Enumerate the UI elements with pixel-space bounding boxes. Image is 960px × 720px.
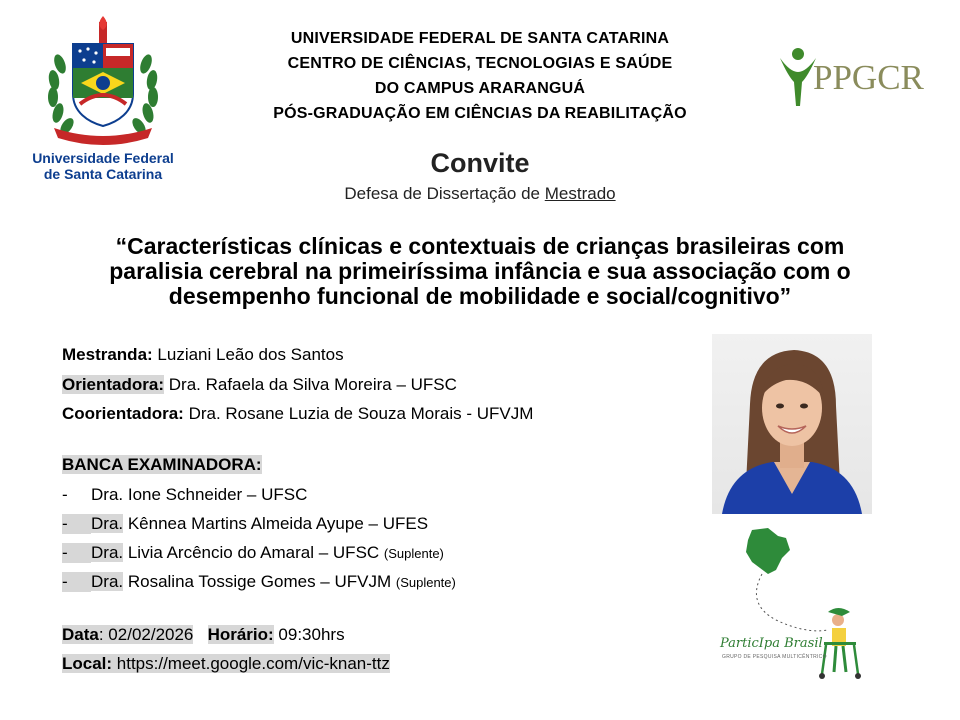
- header-line-university: UNIVERSIDADE FEDERAL DE SANTA CATARINA: [290, 30, 670, 47]
- member-note: (Suplente): [395, 575, 456, 590]
- member-title: Dra.: [91, 572, 124, 591]
- location-line: [62, 654, 390, 674]
- student-name: Luziani Leão dos Santos: [152, 345, 344, 364]
- participa-brasil-icon: [716, 524, 896, 694]
- participa-logo-text: ParticIpa Brasil: [720, 636, 823, 651]
- advisor-line: [62, 375, 457, 395]
- advisor-label: Orientadora:: [62, 375, 165, 394]
- participa-brasil-logo: [716, 524, 896, 694]
- student-label: Mestranda:: [62, 345, 153, 364]
- invite-subtitle: [0, 184, 960, 204]
- student-line: [62, 345, 344, 365]
- banca-member: [62, 543, 444, 563]
- member-name: Livia Arcêncio do Amaral – UFSC: [123, 543, 384, 562]
- time-value: 09:30hrs: [273, 625, 345, 644]
- date-value: : 02/02/2026: [98, 625, 194, 644]
- coadvisor-label: Coorientadora:: [62, 404, 184, 423]
- date-time-line: [62, 625, 345, 645]
- thesis-title: [40, 234, 920, 309]
- ppgcr-figure-icon: [778, 42, 818, 112]
- ufsc-crest-icon: [18, 14, 188, 154]
- member-note: (Suplente): [383, 546, 444, 561]
- banca-member: [62, 572, 456, 592]
- coadvisor-line: [62, 404, 533, 424]
- ppgcr-logo-text: PPGCR: [813, 58, 924, 97]
- student-photo: [712, 334, 872, 514]
- member-title: Dra.: [91, 485, 124, 504]
- institution-header: [200, 26, 760, 126]
- advisor-name: Dra. Rafaela da Silva Moreira – UFSC: [164, 375, 457, 394]
- thesis-title-line1: “Características clínicas e contextuais de crianças brasileiras com: [115, 233, 845, 259]
- time-label: Horário:: [207, 625, 274, 644]
- header-line-campus: DO CAMPUS ARARANGUÁ: [374, 80, 586, 97]
- member-name: Kênnea Martins Almeida Ayupe – UFES: [123, 514, 429, 533]
- member-title: Dra.: [91, 514, 124, 533]
- banca-member: [62, 485, 307, 505]
- coadvisor-name: Dra. Rosane Luzia de Souza Morais - UFVJM: [183, 404, 534, 423]
- member-name: Rosalina Tossige Gomes – UFVJM: [123, 572, 396, 591]
- subtitle-text: Defesa de Dissertação de: [344, 184, 545, 203]
- banca-heading: [62, 455, 262, 475]
- header-line-center: CENTRO DE CIÊNCIAS, TECNOLOGIAS E SAÚDE: [287, 55, 673, 72]
- ufsc-name-line2: de Santa Catarina: [43, 166, 163, 182]
- date-label: Data: [62, 625, 99, 644]
- location-label: Local:: [62, 654, 113, 673]
- thesis-title-line3: desempenho funcional de mobilidade e social/cognitivo”: [168, 283, 792, 309]
- list-dash: -: [62, 514, 91, 534]
- student-portrait-icon: [712, 334, 872, 514]
- member-name: Ione Schneider – UFSC: [123, 485, 308, 504]
- list-dash: -: [62, 572, 91, 592]
- ppgcr-logo: [778, 40, 943, 115]
- ufsc-name-line1: Universidade Federal: [32, 150, 174, 166]
- member-title: Dra.: [91, 543, 124, 562]
- invite-title: Convite: [430, 148, 530, 178]
- list-dash: -: [62, 485, 68, 504]
- thesis-title-line2: paralisia cerebral na primeiríssima infância e sua associação com o: [109, 258, 851, 284]
- banca-member: [62, 514, 428, 534]
- header-line-program: PÓS-GRADUAÇÃO EM CIÊNCIAS DA REABILITAÇÃO: [273, 105, 687, 122]
- participa-logo-subtext: GRUPO DE PESQUISA MULTICÊNTRICO: [722, 654, 827, 660]
- list-dash: -: [62, 543, 91, 563]
- location-link[interactable]: https://meet.google.com/vic-knan-ttz: [112, 654, 390, 673]
- banca-heading-text: BANCA EXAMINADORA:: [62, 455, 262, 474]
- subtitle-underlined: Mestrado: [544, 184, 616, 203]
